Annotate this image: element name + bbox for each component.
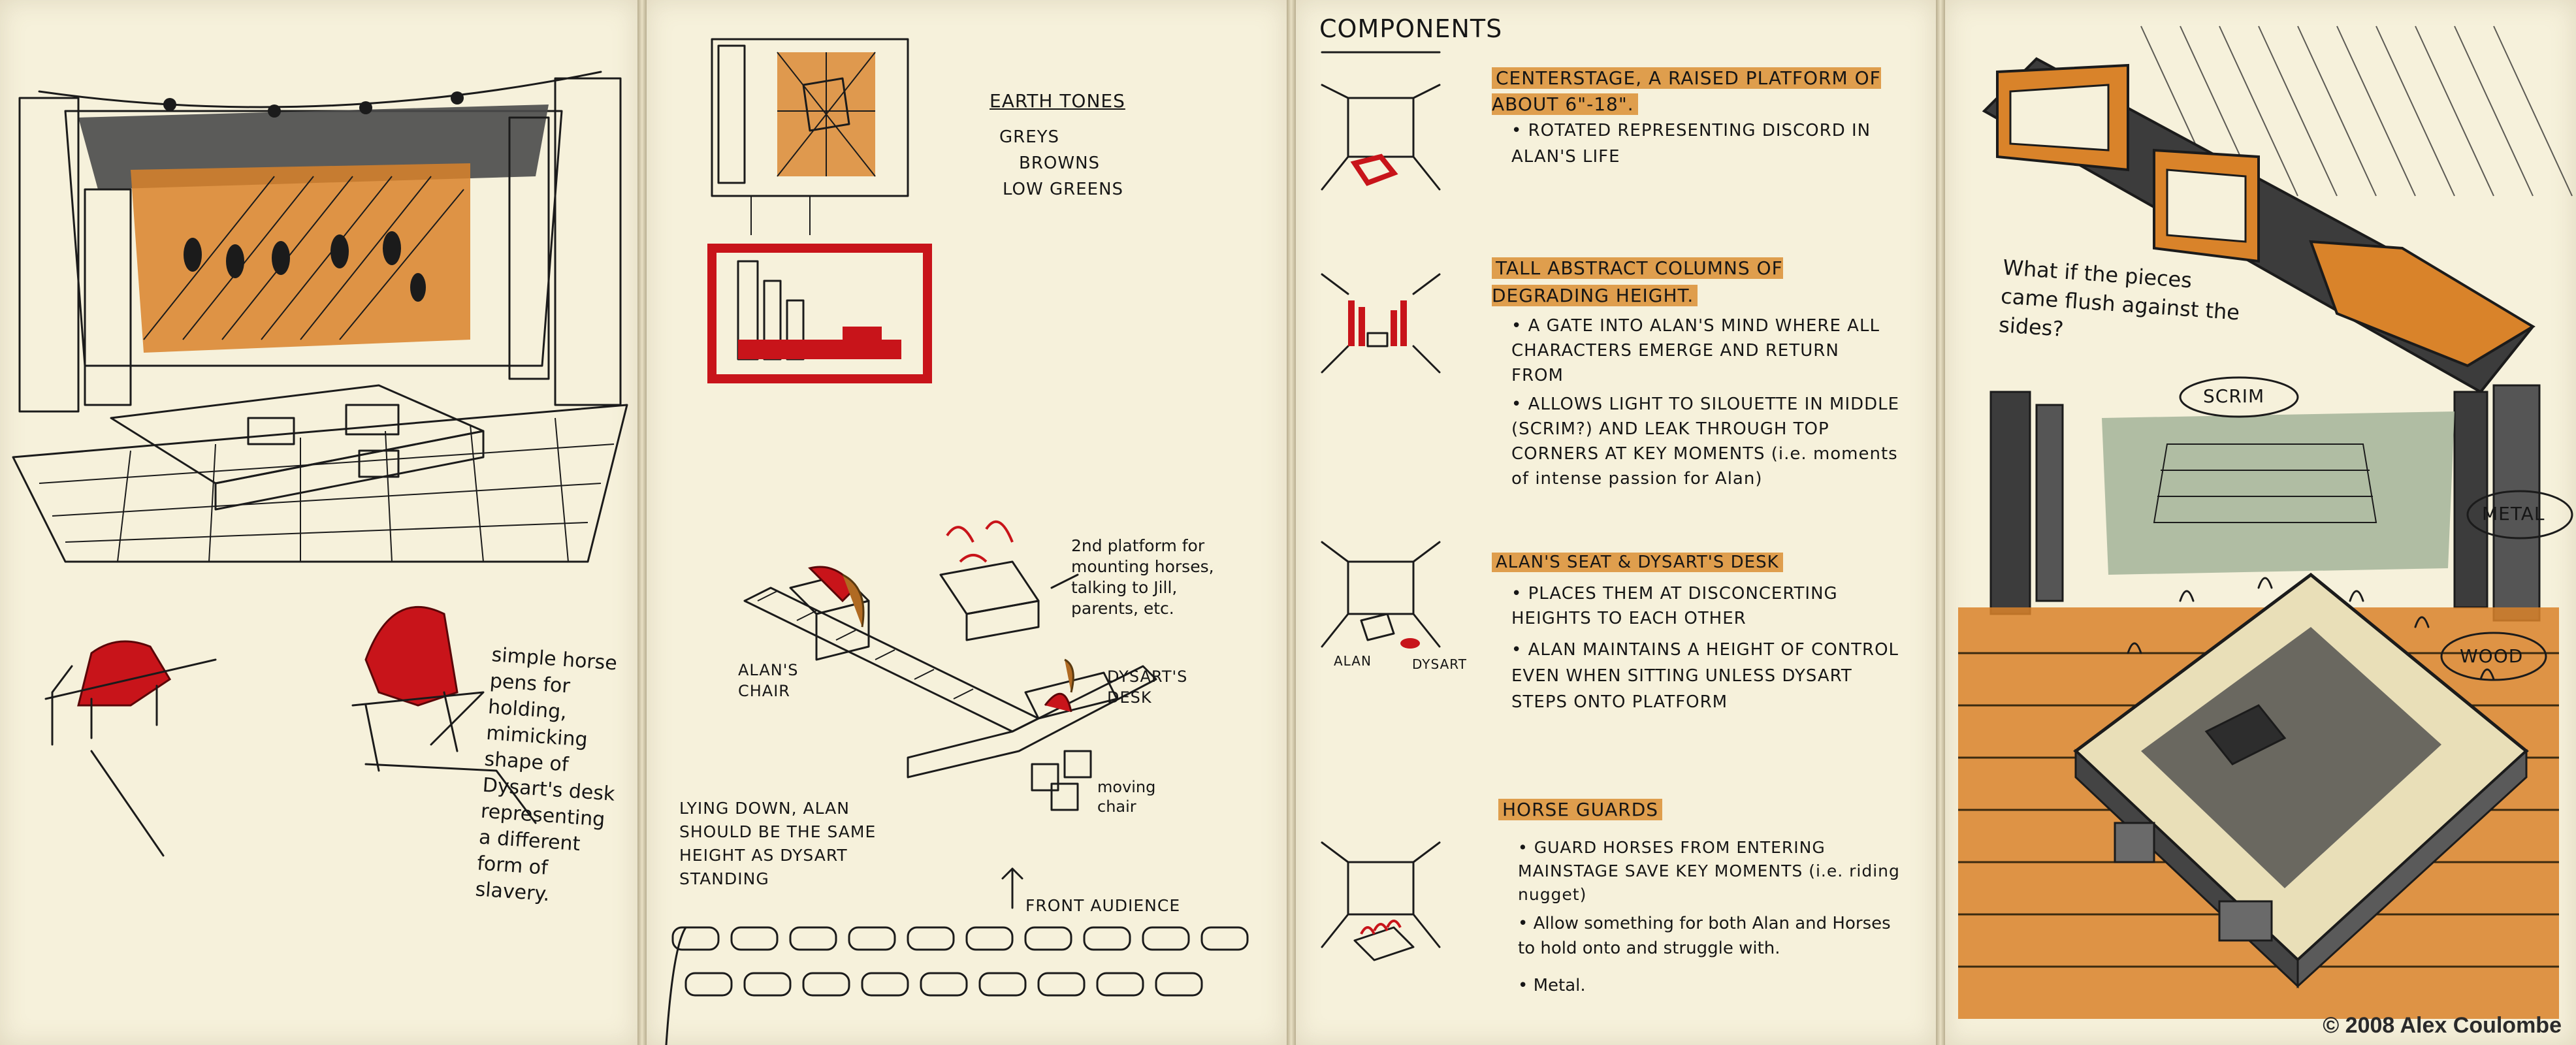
palette-item-low-greens: LOW GREENS (1003, 180, 1124, 199)
binding-gutter (1287, 0, 1296, 1045)
label-moving-chair: moving chair (1097, 778, 1156, 816)
section-4-title-text: HORSE GUARDS (1498, 799, 1662, 820)
section-3-title-text: ALAN'S SEAT & DYSART'S DESK (1492, 553, 1783, 572)
flush-question: What if the pieces came flush against the sides? (1998, 255, 2241, 342)
section-3-bullet-2-text: ALAN MAINTAINS A HEIGHT OF CONTROL EVEN WHEN SITTING UNLESS DYSART STEPS ONTO PLATFORM (1511, 640, 1899, 712)
section-3-bullet-2: • ALAN MAINTAINS A HEIGHT OF CONTROL EVEN WHEN SITTING UNLESS DYSART STEPS ONTO PLATFORM (1511, 640, 1899, 712)
section-1-bullet-1: • ROTATED REPRESENTING DISCORD IN ALAN'S LIFE (1511, 121, 1871, 167)
section-4-bullet-3-text: Metal. (1533, 976, 1586, 995)
sketchbook-page-4 (1945, 0, 2576, 1045)
label-wood: WOOD (2460, 645, 2524, 667)
palette-item-browns: BROWNS (1019, 153, 1101, 173)
section-2-title-text: TALL ABSTRACT COLUMNS OF DEGRADING HEIGHT. (1492, 257, 1783, 306)
section-2-bullet-1: • A GATE INTO ALAN'S MIND WHERE ALL CHARACTERS EMERGE AND RETURN FROM (1511, 316, 1880, 385)
label-alans-chair: ALAN'S CHAIR (738, 661, 799, 700)
section-1-title (1492, 65, 1910, 118)
section-4-bullet-1: • GUARD HORSES FROM ENTERING MAINSTAGE SAVE KEY MOMENTS (i.e. riding nugget) (1518, 838, 1900, 904)
thumb-label-dysart: DYSART (1412, 656, 1467, 672)
section-4-title (1498, 797, 1890, 823)
copyright-text: © 2008 Alex Coulombe (2323, 1013, 2562, 1038)
platform-note: 2nd platform for mounting horses, talking to Jill, parents, etc. (1071, 536, 1214, 618)
section-4-bullet-1-text: GUARD HORSES FROM ENTERING MAINSTAGE SAVE KEY MOMENTS (i.e. riding nugget) (1518, 838, 1900, 904)
label-dysarts-desk: DYSART'S DESK (1107, 667, 1188, 707)
label-front-audience: FRONT AUDIENCE (1025, 896, 1181, 915)
section-4-bullet-3: • Metal. (1518, 976, 1586, 995)
section-3-bullet-1: • PLACES THEM AT DISCONCERTING HEIGHTS TO EACH OTHER (1511, 584, 1838, 628)
lying-down-note: LYING DOWN, ALAN SHOULD BE THE SAME HEIGHT AS DYSART STANDING (679, 799, 877, 888)
palette-title: EARTH TONES (990, 90, 1125, 112)
binding-gutter (637, 0, 647, 1045)
components-heading: COMPONENTS (1319, 14, 1503, 43)
binding-gutter (1936, 0, 1945, 1045)
section-2-bullet-1-text: A GATE INTO ALAN'S MIND WHERE ALL CHARACTERS EMERGE AND RETURN FROM (1511, 316, 1880, 385)
palette-item-greys: GREYS (999, 127, 1060, 147)
section-3-bullet-1-text: PLACES THEM AT DISCONCERTING HEIGHTS TO EACH OTHER (1511, 584, 1838, 628)
section-2-bullet-2: • ALLOWS LIGHT TO SILOUETTE IN MIDDLE (SCRIM?) AND LEAK THROUGH TOP CORNERS AT KEY MOMENTS (i.e. moments of intense passion for Alan) (1511, 394, 1900, 489)
section-2-title (1492, 255, 1897, 310)
thumb-label-alan: ALAN (1334, 653, 1372, 669)
section-2-bullet-2-text: ALLOWS LIGHT TO SILOUETTE IN MIDDLE (SCRIM?) AND LEAK THROUGH TOP CORNERS AT KEY MOMENTS (i.e. moments of intense passion for Alan) (1511, 394, 1900, 489)
section-1-title-text: CENTERSTAGE, A RAISED PLATFORM OF ABOUT 6"-18". (1492, 67, 1881, 115)
sketchbook-page-3 (1296, 0, 1936, 1045)
label-scrim: SCRIM (2203, 385, 2265, 407)
section-4-bullet-2: • Allow something for both Alan and Horses to hold onto and struggle with. (1518, 914, 1891, 958)
section-4-bullet-2-text: Allow something for both Alan and Horses to hold onto and struggle with. (1518, 914, 1891, 958)
sketchbook-page-2 (647, 0, 1287, 1045)
label-metal: METAL (2482, 503, 2545, 524)
sketchbook-page-1 (0, 0, 637, 1045)
horse-pen-note: simple horse pens for holding, mimicking shape of Dysart's desk representing a different form of slavery. (474, 643, 618, 907)
section-3-title (1492, 550, 1897, 575)
section-1-bullet-1-text: ROTATED REPRESENTING DISCORD IN ALAN'S LIFE (1511, 121, 1871, 167)
